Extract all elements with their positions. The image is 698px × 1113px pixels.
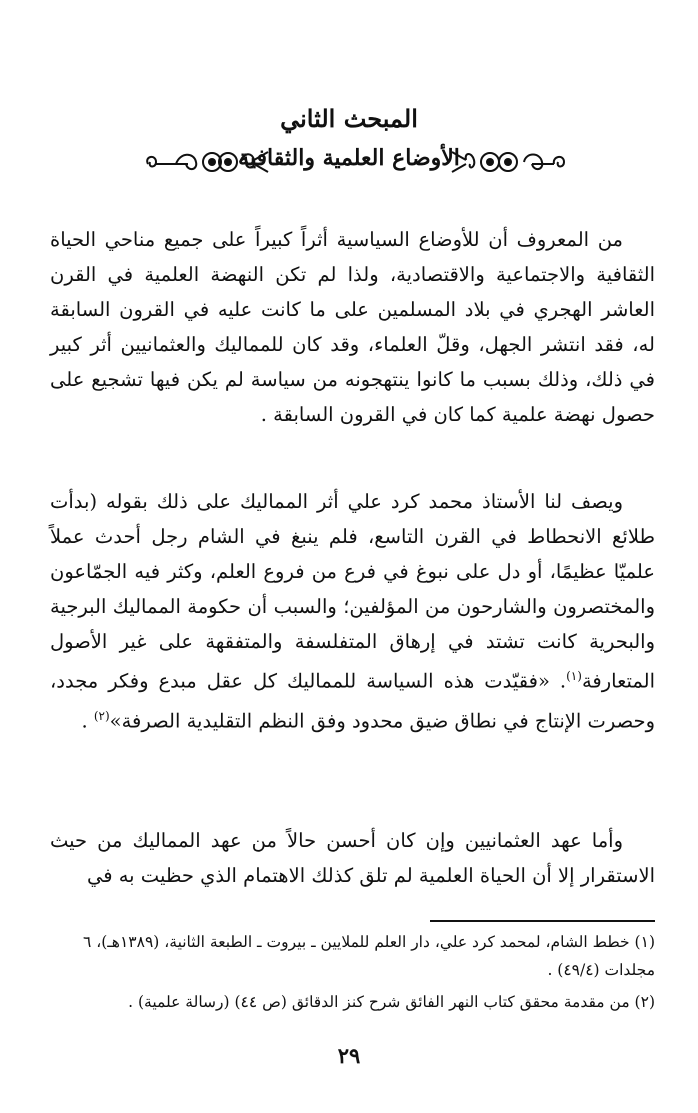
paragraph-2-part-2: . «فقيّدت هذه السياسة للمماليك كل عقل مبدع وفكر مجدد، وحصرت الإنتاج في نطاق ضيق محدود وفق النظم التقليدية الصرفة» <box>50 669 655 732</box>
paragraph-2-end: . <box>81 709 94 732</box>
footnote-1: (١) خطط الشام، لمحمد كرد علي، دار العلم للملايين ـ بيروت ـ الطبعة الثانية، (١٣٨٩هـ)، ٦ مجلدات (٤٩/٤) . <box>82 933 655 979</box>
footnotes <box>50 928 655 1016</box>
paragraph-1 <box>50 222 655 467</box>
paragraph-3-text: وأما عهد العثمانيين وإن كان أحسن حالاً من عهد المماليك من حيث الاستقرار إلا أن الحياة العلمية لم تلق كذلك الاهتمام الذي حظيت به في <box>50 829 655 887</box>
paragraph-2 <box>50 484 655 814</box>
paragraph-3 <box>50 823 655 903</box>
page-number: ٢٩ <box>337 1043 361 1068</box>
footnote-2: (٢) من مقدمة محقق كتاب النهر الفائق شرح كنز الدقائق (ص ٤٤) (رسالة علمية) . <box>128 993 655 1011</box>
paragraph-2-text <box>50 484 655 738</box>
paragraph-2-part-1: ويصف لنا الأستاذ محمد كرد علي أثر المماليك على ذلك بقوله (بدأت طلائع الانحطاط في القرن التاسع، فلم ينبغ في الشام رجل أحدث عملاً علميّا عظيمًا، أو دل على نبوغ في فرع من فروع العلم، وكثر فيه الجمّاعون والمختصرون والشارحون من المؤلفين؛ والسبب أن حكومة المماليك البرجية والبحرية كانت تشتد في إرهاق المتفلسفة والمتفقهة على غير الأصول المتعارفة <box>50 490 655 693</box>
footnote-divider <box>430 920 655 922</box>
footnote-ref-1: (١) <box>566 669 582 683</box>
footnote-ref-2: (٢) <box>93 708 110 723</box>
section-subtitle: الأوضاع العلمية والثقافية <box>238 145 460 171</box>
paragraph-1-text: من المعروف أن للأوضاع السياسية أثراً كبيراً على جميع مناحي الحياة الثقافية والاجتماعية والاقتصادية، ولذا لم تكن النهضة العلمية في القرن العاشر الهجري في بلاد المسلمين على ما كانت عليه في القرون السابقة له، فقد انتشر الجهل، وقلّ العلماء، وقد كان للمماليك والعثمانيين أثر كبير في ذلك، وذلك بسبب ما كانوا ينتهجونه من سياسة لم يكن فيها تشجيع على حصول نهضة علمية كما كان في القرون السابقة . <box>50 228 655 426</box>
chapter-title: المبحث الثاني <box>280 104 418 133</box>
